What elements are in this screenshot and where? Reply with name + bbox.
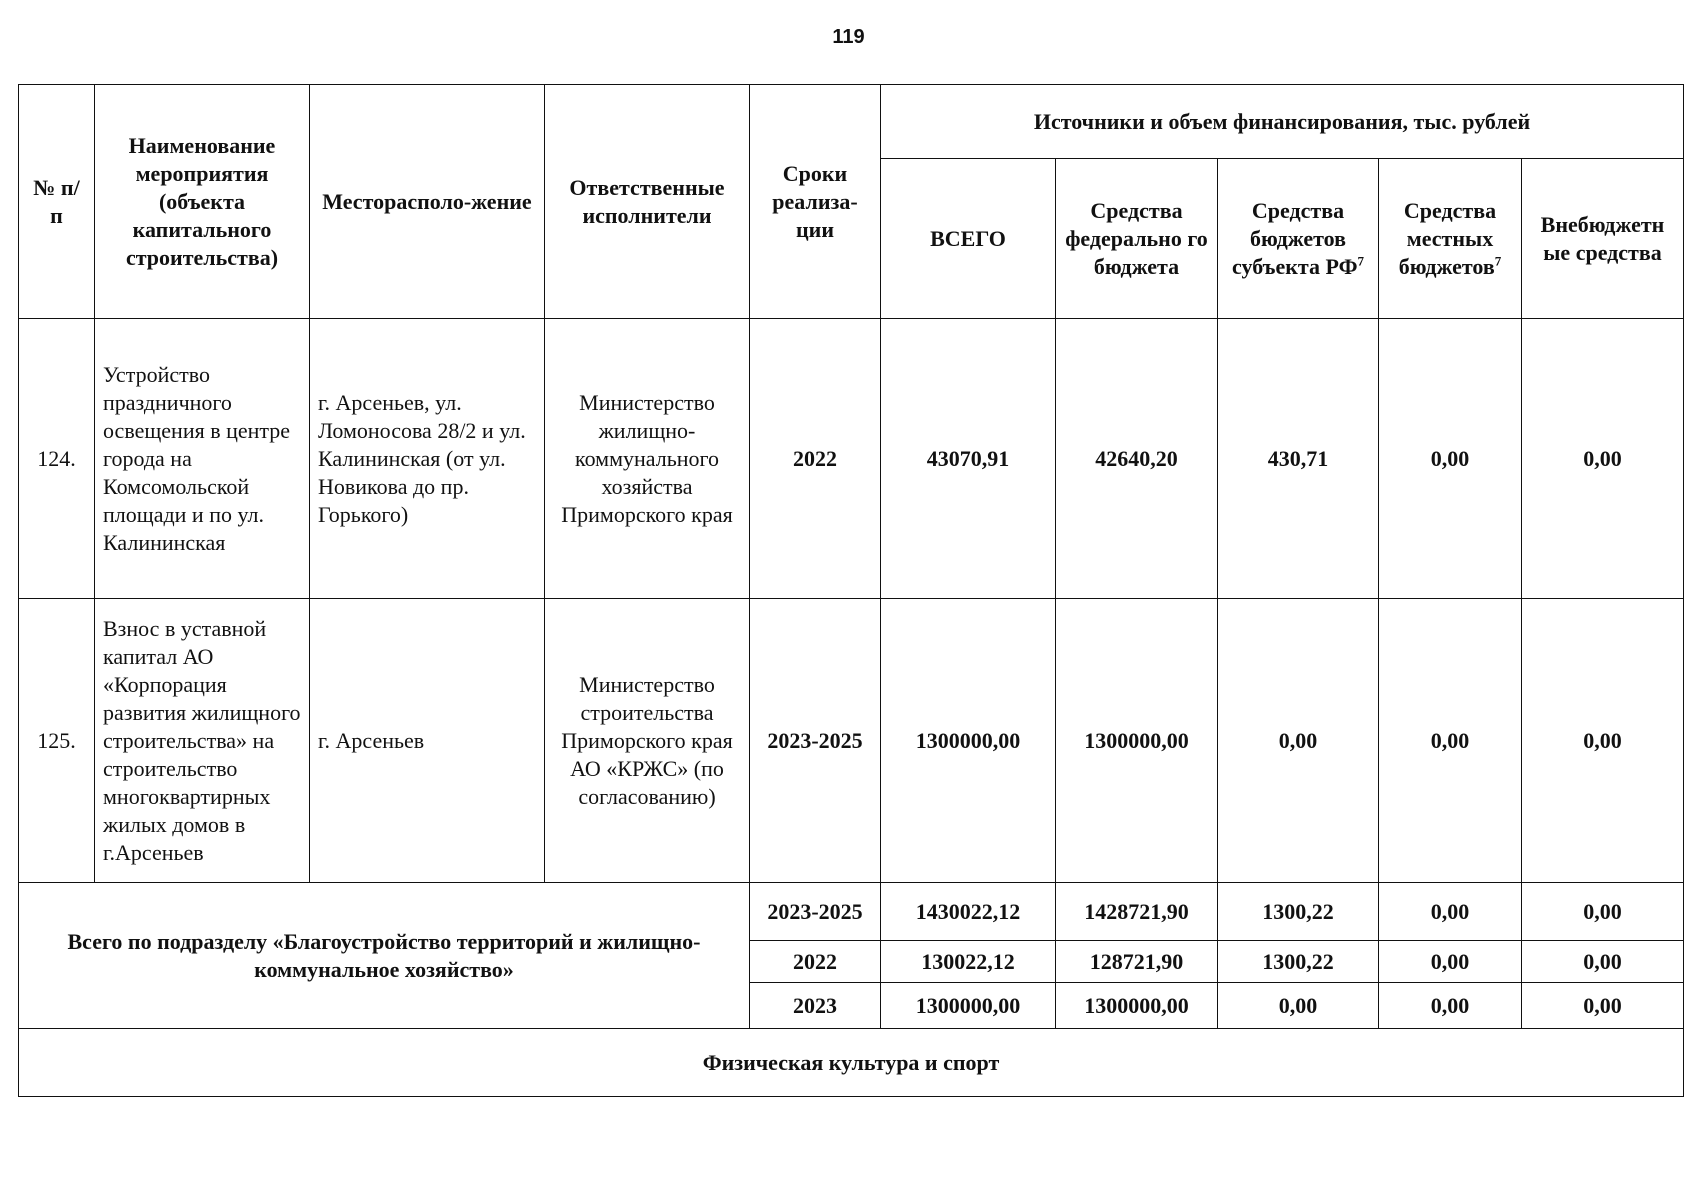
row-period: 2022 [750,319,881,599]
page-number: 119 [832,26,865,48]
row-total: 43070,91 [881,319,1056,599]
subtotal-federal: 128721,90 [1056,941,1218,983]
table-row [19,319,1684,599]
header-extra: Внебюджетн ые средства [1522,159,1684,319]
row-name: Устройство праздничного освещения в центре города на Комсомольской площади и по ул. Калининская [95,319,310,599]
row-federal: 1300000,00 [1056,599,1218,883]
subtotal-extra: 0,00 [1522,883,1684,941]
header-local-footnote: 7 [1494,253,1502,269]
subtotal-period: 2023-2025 [750,883,881,941]
header-responsible: Ответственные исполнители [545,85,750,319]
subtotal-subject: 0,00 [1218,983,1379,1029]
subtotal-total: 1430022,12 [881,883,1056,941]
row-federal: 42640,20 [1056,319,1218,599]
row-location: г. Арсеньев [310,599,545,883]
subtotal-total: 1300000,00 [881,983,1056,1029]
section-title: Физическая культура и спорт [19,1029,1684,1097]
table-row [19,599,1684,883]
subtotal-row [19,883,1684,941]
subtotal-federal: 1428721,90 [1056,883,1218,941]
subtotal-extra: 0,00 [1522,941,1684,983]
subtotal-subject: 1300,22 [1218,941,1379,983]
subtotal-local: 0,00 [1379,941,1522,983]
subtotal-extra: 0,00 [1522,983,1684,1029]
row-responsible: Министерство строительства Приморского края АО «КРЖС» (по согласованию) [545,599,750,883]
row-name: Взнос в уставной капитал АО «Корпорация развития жилищного строительства» на строительство многоквартирных жилых домов в г.Арсеньев [95,599,310,883]
subtotal-period: 2023 [750,983,881,1029]
header-period: Сроки реализа-ции [750,85,881,319]
subtotal-local: 0,00 [1379,983,1522,1029]
section-title-row [19,1029,1684,1097]
subtotal-label: Всего по подразделу «Благоустройство территорий и жилищно-коммунальное хозяйство» [19,883,750,1029]
row-period: 2023-2025 [750,599,881,883]
subtotal-period: 2022 [750,941,881,983]
header-location: Месторасполо-жение [310,85,545,319]
header-subject [1218,159,1379,319]
header-num: № п/п [19,85,95,319]
row-extra: 0,00 [1522,599,1684,883]
budget-table [18,84,1684,1097]
subtotal-federal: 1300000,00 [1056,983,1218,1029]
header-local [1379,159,1522,319]
row-num: 125. [19,599,95,883]
row-extra: 0,00 [1522,319,1684,599]
subtotal-subject: 1300,22 [1218,883,1379,941]
row-responsible: Министерство жилищно-коммунального хозяйства Приморского края [545,319,750,599]
header-local-label: Средства местных бюджетов [1398,197,1497,279]
header-funding-group: Источники и объем финансирования, тыс. рублей [881,85,1684,159]
budget-table-container [18,84,1684,1097]
header-subject-label: Средства бюджетов субъекта РФ [1232,197,1358,279]
row-subject: 430,71 [1218,319,1379,599]
header-subject-footnote: 7 [1357,253,1364,269]
row-local: 0,00 [1379,319,1522,599]
header-name: Наименование мероприятия (объекта капитального строительства) [95,85,310,319]
row-num: 124. [19,319,95,599]
row-local: 0,00 [1379,599,1522,883]
row-subject: 0,00 [1218,599,1379,883]
header-row-1 [19,85,1684,159]
header-federal: Средства федерально го бюджета [1056,159,1218,319]
subtotal-total: 130022,12 [881,941,1056,983]
header-total: ВСЕГО [881,159,1056,319]
row-location: г. Арсеньев, ул. Ломоносова 28/2 и ул. Калининская (от ул. Новикова до пр. Горького) [310,319,545,599]
row-total: 1300000,00 [881,599,1056,883]
subtotal-local: 0,00 [1379,883,1522,941]
